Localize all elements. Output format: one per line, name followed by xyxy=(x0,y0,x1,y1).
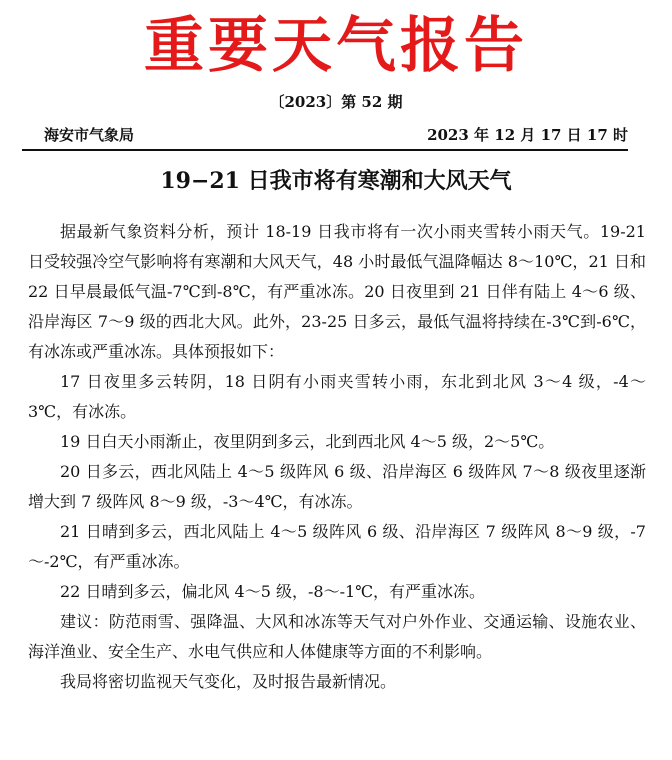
body-paragraph-summary: 据最新气象资料分析，预计 18-19 日我市将有一次小雨夹雪转小雨天气。19-21 日受较强冷空气影响将有寒潮和大风天气，48 小时最低气温降幅达 8～10℃，21 日和 22 日早晨最低气温-7℃到-8℃，有严重冰冻。20 日夜里到 21 日伴有陆上 4～6 级、沿岸海区 7～9 级的西北大风。此外，23-25 日多云，最低气温将持续在-3℃到-6℃，有冰冻或严重冰冻。具体预报如下： xyxy=(28,222,646,361)
body-paragraph-advice: 建议：防范雨雪、强降温、大风和冰冻等天气对户外作业、交通运输、设施农业、海洋渔业、安全生产、水电气供应和人体健康等方面的不利影响。 xyxy=(28,612,646,661)
body-paragraph-day20: 20 日多云，西北风陆上 4～5 级阵风 6 级、沿岸海区 6 级阵风 7～8 级夜里逐渐增大到 7 级阵风 8～9 级，-3～4℃，有冰冻。 xyxy=(28,462,646,511)
issue-datetime: 2023 年 12 月 17 日 17 时 xyxy=(427,126,628,144)
body-paragraph-day17-18: 17 日夜里多云转阴，18 日阴有小雨夹雪转小雨，东北到北风 3～4 级，-4～3℃，有冰冻。 xyxy=(28,372,646,421)
issue-number: 〔2023〕第 52 期 xyxy=(269,93,403,111)
body-paragraph-closing: 我局将密切监视天气变化，及时报告最新情况。 xyxy=(60,672,397,691)
report-headline: 19−21 日我市将有寒潮和大风天气 xyxy=(160,168,512,194)
report-body xyxy=(28,217,646,697)
body-paragraph-day19: 19 日白天小雨渐止，夜里阴到多云，北到西北风 4～5 级，2～5℃。 xyxy=(60,432,555,451)
body-paragraph-day22: 22 日晴到多云，偏北风 4～5 级，-8～-1℃，有严重冰冻。 xyxy=(60,582,486,601)
issuer-name: 海安市气象局 xyxy=(44,126,135,144)
masthead-title: 重要天气报告 xyxy=(144,11,528,81)
meta-row xyxy=(22,124,628,146)
body-paragraph-day21: 21 日晴到多云，西北风陆上 4～5 级阵风 6 级、沿岸海区 7 级阵风 8～9 级，-7～-2℃，有严重冰冻。 xyxy=(28,522,646,571)
header-divider xyxy=(22,149,628,151)
